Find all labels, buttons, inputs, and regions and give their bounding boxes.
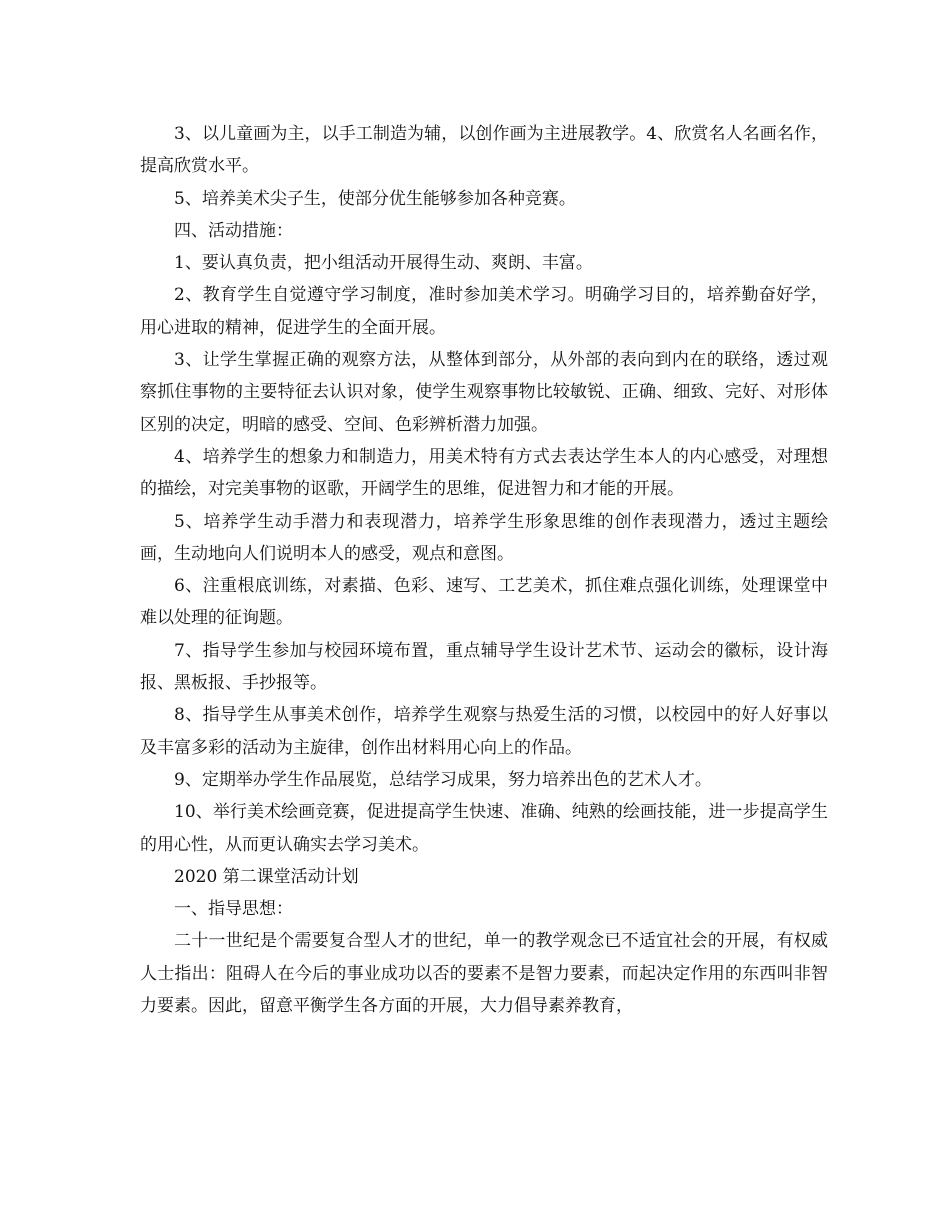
paragraph-5: 2、教育学生自觉遵守学习制度，准时参加美术学习。明确学习目的，培养勤奋好学，用心进取的精神，促进学生的全面开展。 bbox=[140, 285, 828, 338]
paragraph-2: 5、培养美术尖子生，使部分优生能够参加各种竞赛。 bbox=[174, 188, 576, 209]
paragraph-11: 8、指导学生从事美术创作，培养学生观察与热爱生活的习惯，以校园中的好人好事以及丰富多彩的活动为主旋律，创作出材料用心向上的作品。 bbox=[140, 705, 828, 758]
document-body bbox=[140, 118, 828, 1022]
paragraph-7: 4、培养学生的想象力和制造力，用美术特有方式去表达学生本人的内心感受，对理想的描绘，对完美事物的讴歌，开阔学生的思维，促进智力和才能的开展。 bbox=[140, 446, 828, 500]
paragraph-6: 3、让学生掌握正确的观察方法，从整体到部分，从外部的表向到内在的联络，透过观察抓住事物的主要特征去认识对象，使学生观察事物比较敏锐、正确、细致、完好、对形体区别的决定，明暗的感受、空间、色彩辨析潜力加强。 bbox=[140, 350, 828, 435]
paragraph-12: 9、定期举办学生作品展览，总结学习成果，努力培养出色的艺术人才。 bbox=[174, 769, 712, 790]
section-heading-guiding-ideology: 一、指导思想： bbox=[174, 899, 293, 920]
paragraph-1: 3、以儿童画为主，以手工制造为辅，以创作画为主进展教学。4、欣赏名人名画名作，提高欣赏水平。 bbox=[140, 124, 828, 177]
paragraph-4: 1、要认真负责，把小组活动开展得生动、爽朗、丰富。 bbox=[174, 253, 593, 274]
paragraph-9: 6、注重根底训练，对素描、色彩、速写、工艺美术，抓住难点强化训练，处理课堂中难以处理的征询题。 bbox=[140, 576, 828, 629]
paragraph-13: 10、举行美术绘画竞赛，促进提高学生快速、准确、纯熟的绘画技能，进一步提高学生的用心性，从而更认确实去学习美术。 bbox=[140, 802, 828, 855]
plan-title: 2020 第二课堂活动计划 bbox=[174, 866, 359, 887]
section-heading-activity-measures: 四、活动措施： bbox=[174, 220, 293, 241]
paragraph-16: 二十一世纪是个需要复合型人才的世纪，单一的教学观念已不适宜社会的开展，有权威人士指出：阻碍人在今后的事业成功以否的要素不是智力要素，而起决定作用的东西叫非智力要素。因此，留意平衡学生各方面的开展，大力倡导素养教育， bbox=[140, 931, 828, 1017]
paragraph-10: 7、指导学生参加与校园环境布置，重点辅导学生设计艺术节、运动会的徽标，设计海报、黑板报、手抄报等。 bbox=[140, 640, 828, 694]
paragraph-8: 5、培养学生动手潜力和表现潜力，培养学生形象思维的创作表现潜力，透过主题绘画，生动地向人们说明本人的感受，观点和意图。 bbox=[140, 511, 828, 564]
